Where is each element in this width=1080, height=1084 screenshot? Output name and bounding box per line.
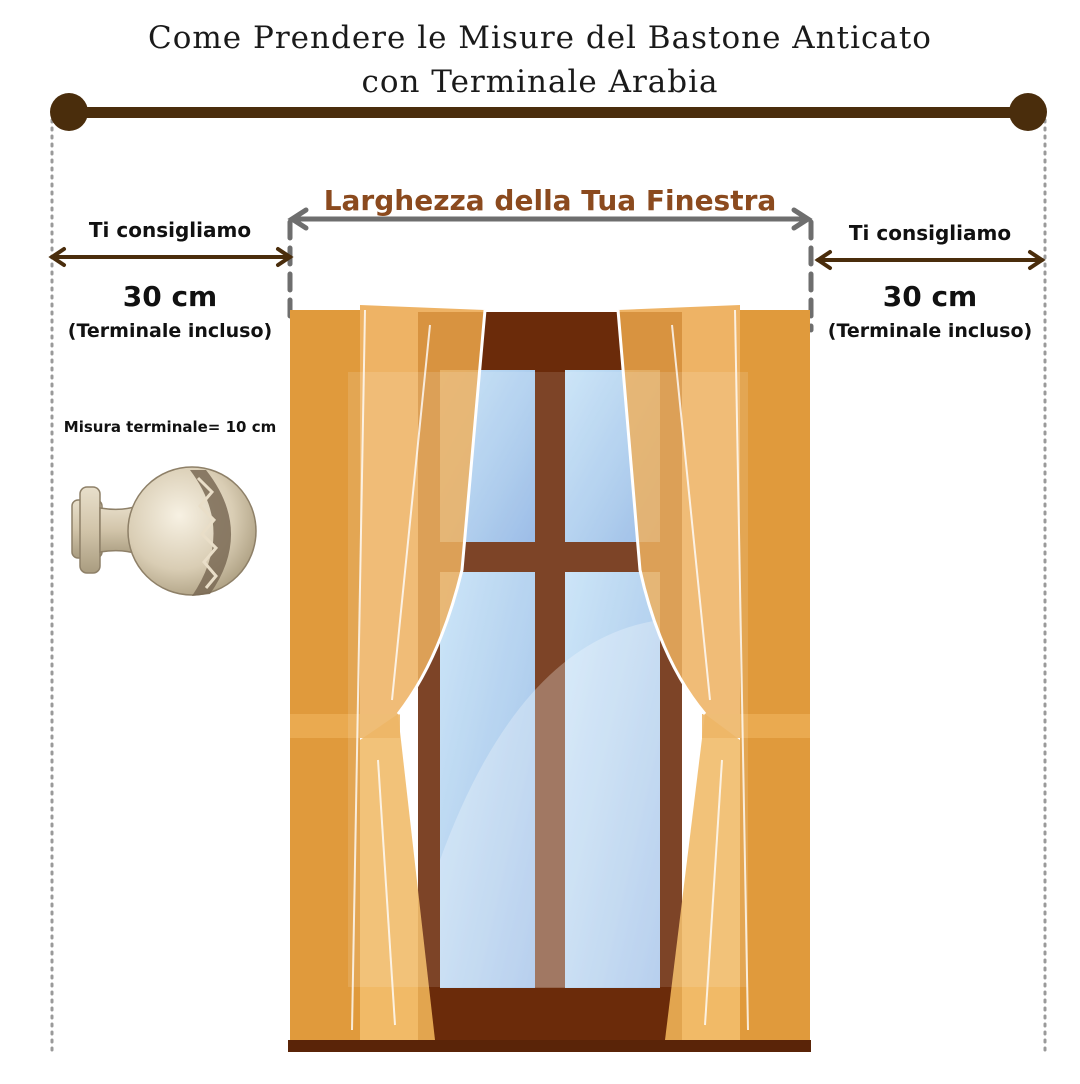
left-measure-label: 30 cm (122, 280, 218, 313)
arabia-finial-icon (72, 467, 256, 596)
window-sill (288, 1040, 811, 1052)
right-measure-label: 30 cm (882, 280, 978, 313)
left-advice-label: Ti consigliamo (88, 218, 252, 242)
right-note-label: (Terminale incluso) (827, 320, 1033, 342)
diagram-title-line-1: Come Prendere le Misure del Bastone Anticato (148, 20, 932, 56)
window-illustration (288, 305, 811, 1052)
diagram-title-line-2: con Terminale Arabia (361, 64, 719, 100)
finial-size-caption: Misura terminale= 10 cm (63, 418, 277, 436)
window-width-label: Larghezza della Tua Finestra (323, 184, 777, 217)
left-note-label: (Terminale incluso) (67, 320, 273, 342)
right-advice-label: Ti consigliamo (848, 221, 1012, 245)
left-margin-arrow (52, 249, 290, 265)
right-margin-arrow (818, 252, 1042, 268)
